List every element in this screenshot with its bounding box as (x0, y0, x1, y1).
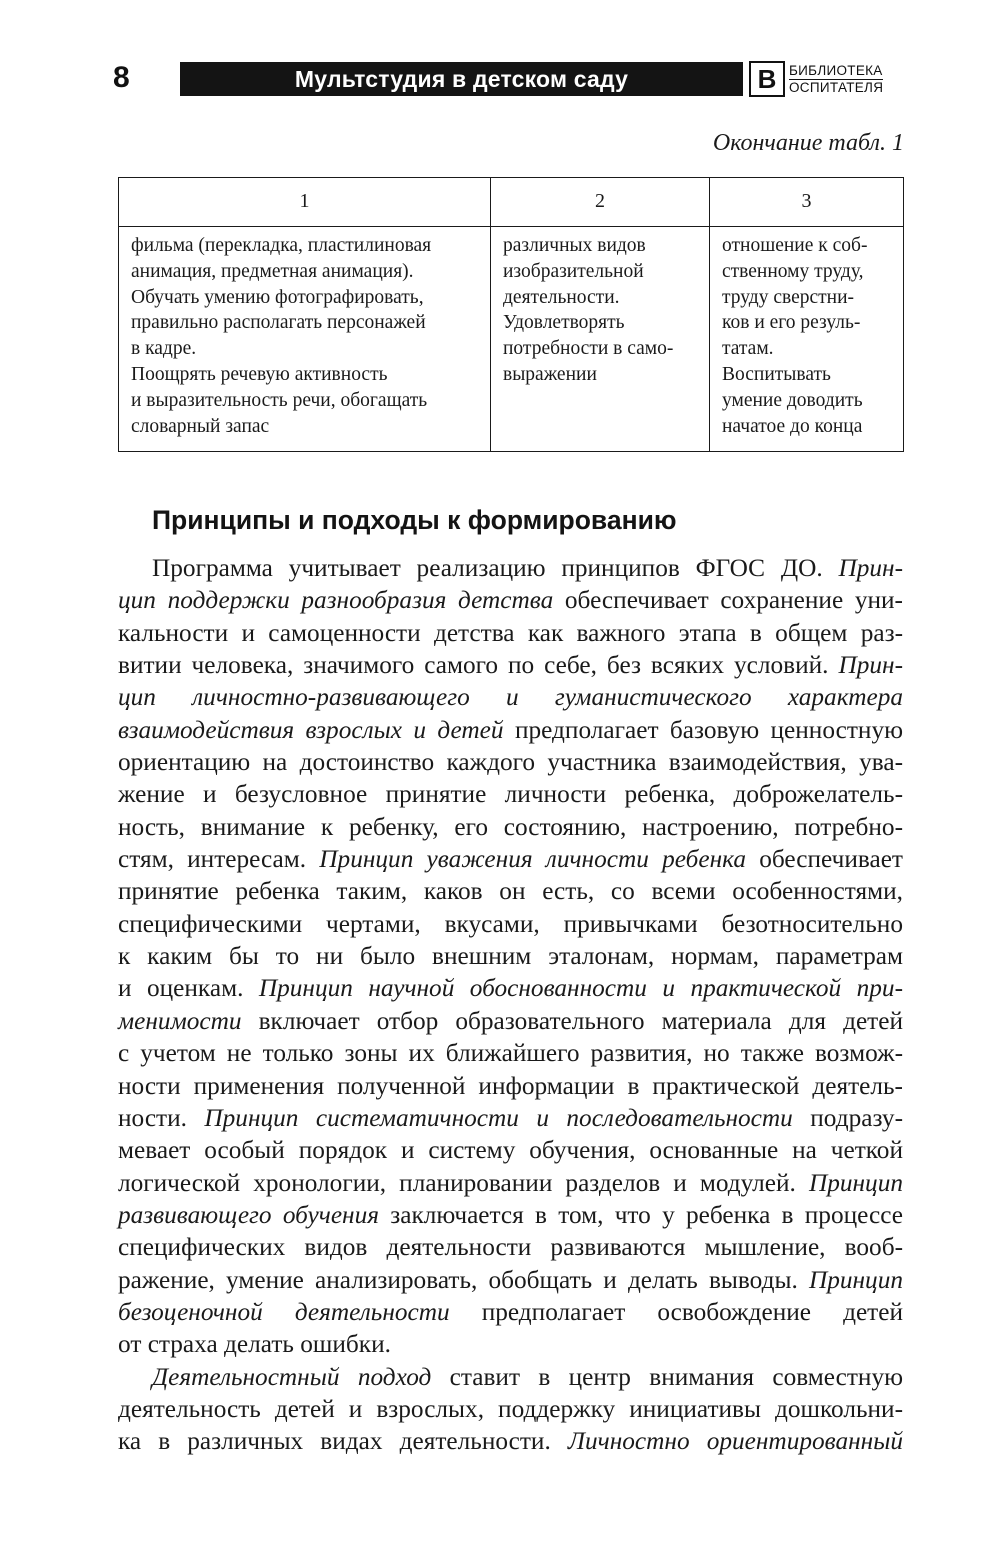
table-cell-col1 (119, 227, 491, 452)
text-run: и оценкам. (118, 974, 259, 1003)
text-run: логической хронологии, планировании разделов и модулей. (118, 1168, 809, 1197)
cell-line: различных видов (503, 235, 646, 256)
text-run: включает отбор образовательного материала для детей (241, 1006, 903, 1035)
series-logo (749, 60, 905, 98)
cell-line: татам. (722, 338, 774, 360)
text-line (118, 972, 903, 1004)
italic-run: Личностно ориентированный (567, 1427, 903, 1456)
cell-line: фильма (перекладка, пластилиновая (131, 235, 432, 256)
cell-line: анимация, предметная анимация). (131, 260, 414, 282)
cell-line: словарный запас (131, 415, 270, 437)
table-cell-col3 (710, 227, 904, 452)
text-line: ности применения полученной информации в практической деятель- (118, 1071, 903, 1100)
text-line (118, 1264, 903, 1296)
italic-run: Деятельностный подход (152, 1362, 432, 1391)
text-line: специфическими чертами, вкусами, привычками безотносительно (118, 909, 903, 938)
text-line (118, 1199, 903, 1231)
text-run: ка в различных видах деятельности. (118, 1427, 568, 1456)
italic-run: цип личностно-развивающего и гуманистического характера (118, 683, 903, 712)
text-line (118, 714, 903, 746)
cell-line: умение доводить (722, 389, 863, 411)
section-heading: Принципы и подходы к формированию (152, 505, 677, 535)
text-line: ориентацию на достоинство каждого участника взаимодействия, ува- (118, 748, 903, 777)
text-run: стям, интересам. (118, 845, 320, 874)
text-run: предполагает базовую ценностную (503, 715, 903, 744)
logo-text (789, 63, 883, 95)
cell-line: правильно располагать персонажей (131, 312, 426, 334)
text-line: с учетом не только зоны их ближайшего развития, но также возмож- (118, 1039, 903, 1068)
logo-line-1: БИБЛИОТЕКА (789, 63, 883, 78)
cell-line: ственному труду, (722, 260, 864, 282)
italic-run: Прин- (838, 651, 903, 680)
running-title: Мультстудия в детском саду (180, 62, 743, 96)
text-run: обеспечивает (746, 845, 903, 874)
text-line: специфических видов деятельности развиваются мышление, вооб- (118, 1233, 903, 1262)
table-header-cell: 2 (491, 178, 710, 227)
table-caption: Окончание табл. 1 (712, 130, 904, 156)
italic-run: Принцип (808, 1265, 903, 1294)
italic-run: Принцип (808, 1168, 903, 1197)
cell-line: потребности в само- (503, 338, 674, 360)
text-run: Программа учитывает реализацию принципов ФГОС ДО. (152, 554, 839, 582)
cell-line: Воспитывать (722, 363, 831, 385)
table-cell-col2 (491, 227, 710, 452)
cell-line: и выразительность речи, обогащать (131, 389, 428, 411)
italic-run: Принцип научной обоснованности и практической при- (258, 974, 903, 1003)
text-line (118, 843, 903, 875)
cell-line: деятельности. (503, 286, 620, 308)
text-run: предполагает освобождение детей (449, 1297, 903, 1326)
text-line (118, 1167, 903, 1199)
italic-run: Прин- (838, 554, 903, 582)
cell-line: ков и его резуль- (722, 312, 861, 334)
text-run: заключается в том, что у ребенка в процессе (379, 1200, 903, 1229)
cell-line: Поощрять речевую активность (131, 363, 388, 385)
italic-run: Принцип систематичности и последовательности (204, 1103, 793, 1132)
text-line (118, 584, 903, 616)
text-line (118, 1102, 903, 1134)
text-line: от страха делать ошибки. (118, 1330, 391, 1359)
text-line: деятельность детей и взрослых, поддержку инициативы дошкольни- (118, 1394, 903, 1423)
table-header-cell: 3 (710, 178, 904, 227)
cell-line: начатое до конца (722, 415, 863, 437)
cell-line: в кадре. (131, 338, 197, 360)
cell-line: Удовлетворять (503, 312, 625, 334)
text-run: витии человека, значимого самого по себе, без всяких условий. (118, 651, 839, 680)
text-line: ность, внимание к ребенку, его состоянию, настроению, потребно- (118, 812, 903, 841)
text-line: к каким бы то ни было внешним эталонам, нормам, параметрам (118, 942, 903, 971)
text-line (118, 649, 903, 681)
text-line (118, 1005, 903, 1037)
text-run: ности. (118, 1103, 205, 1132)
table-header-row (119, 178, 904, 227)
cell-line: труду сверстни- (722, 286, 855, 308)
text-line (118, 1361, 903, 1393)
cell-line: выражении (503, 363, 597, 385)
italic-run: цип поддержки разнообразия детства (118, 586, 554, 615)
text-run: ставит в центр внимания совместную (431, 1362, 904, 1391)
text-run: ражение, умение анализировать, обобщать и делать выводы. (118, 1265, 809, 1294)
italic-run: безоценочной деятельности (118, 1297, 450, 1326)
cell-line: отношение к соб- (722, 235, 868, 256)
body-text (118, 552, 903, 1458)
text-line: кальности и самоценности детства как важного этапа в общем раз- (118, 618, 903, 647)
table-header-cell: 1 (119, 178, 491, 227)
italic-run: взаимодействия взрослых и детей (118, 715, 504, 744)
logo-letter: В (749, 61, 785, 97)
running-header (113, 60, 905, 100)
italic-run: Принцип уважения личности ребенка (319, 845, 746, 874)
italic-run: менимости (118, 1006, 242, 1035)
logo-line-2: ОСПИТАТЕЛЯ (789, 80, 884, 95)
text-run: обеспечивает сохранение уни- (553, 586, 903, 615)
data-table (118, 177, 904, 452)
text-line: принятие ребенка таким, каков он есть, со всеми особенностями, (118, 877, 903, 906)
text-run: подразу- (792, 1103, 903, 1132)
text-line (118, 552, 903, 584)
text-line: жение и безусловное принятие личности ребенка, доброжелатель- (118, 780, 903, 809)
text-line (118, 1296, 903, 1328)
italic-run: развивающего обучения (118, 1200, 380, 1229)
text-line: мевает особый порядок и систему обучения, основанные на четкой (118, 1136, 903, 1165)
text-line (118, 1425, 903, 1457)
cell-line: изобразительной (503, 260, 644, 282)
table-row (119, 227, 904, 452)
cell-line: Обучать умению фотографировать, (131, 286, 424, 308)
page-number: 8 (113, 61, 130, 94)
text-line (118, 681, 903, 713)
